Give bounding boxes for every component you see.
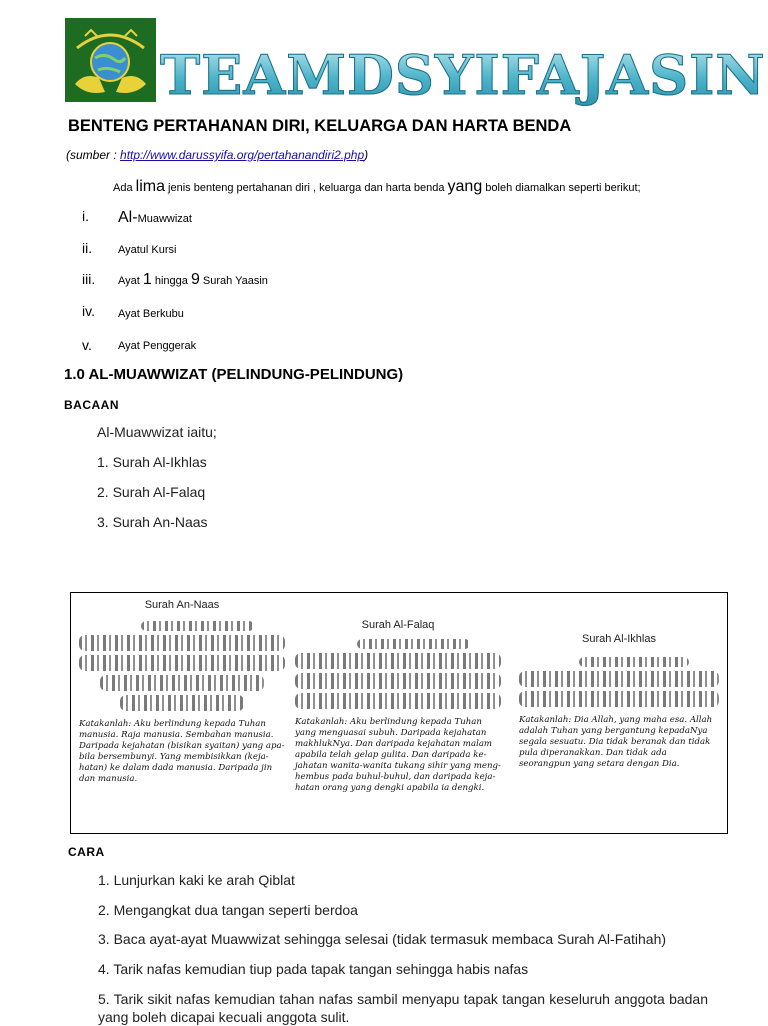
surah-image-box xyxy=(70,592,728,834)
list-item xyxy=(118,271,268,289)
source-prefix: (sumber : xyxy=(66,148,121,162)
intro-text-3: boleh diamalkan seperti berikut; xyxy=(482,182,641,194)
surah-title: Surah Al-Falaq xyxy=(361,619,435,631)
list-item-text: Muawwizat xyxy=(137,213,192,225)
list-number: ii. xyxy=(82,240,93,256)
bacaan-line: 2. Surah Al-Falaq xyxy=(97,484,206,500)
surah-title: Surah An-Naas xyxy=(144,599,220,611)
cara-step: 3. Baca ayat-ayat Muawwizat sehingga selesai (tidak termasuk membaca Surah Al-Fatihah) xyxy=(98,931,667,947)
intro-word-yang: yang xyxy=(447,178,483,195)
list-item-big: 1 xyxy=(142,271,152,288)
document-title: BENTENG PERTAHANAN DIRI, KELUARGA DAN HARTA BENDA xyxy=(68,117,572,135)
surah-translation: Katakanlah: Aku berlindung kepada Tuhan manusia. Raja manusia. Sembahan manusia. Daripada kejahatan (bisikan syaitan) yang apa-bila bersembunyi. Yang membisikkan (keja-hatan) ke dalam dada manusia. Daripada jin dan manusia. xyxy=(79,719,285,784)
list-number: v. xyxy=(82,337,92,353)
list-item-big: Al- xyxy=(118,209,138,226)
source-suffix: ) xyxy=(364,148,369,162)
surah-translation: Katakanlah: Aku berlindung kepada Tuhan yang menguasai subuh. Daripada kejahatan makhlukNya. Dan daripada kejahatan malam apabila telah gelap gulita. Dan daripada ke-jahatan wanita-wanita tukang sihir yang meng-hembus pada buhul-buhul, dan daripada keja-hatan orang yang dengki apabila ia dengki. xyxy=(295,717,501,793)
surah-an-naas xyxy=(79,599,285,785)
intro-text-2: jenis benteng pertahanan diri , keluarga dan harta benda xyxy=(164,182,448,194)
banner-title: TEAMDSYIFAJASIN xyxy=(160,40,766,110)
surah-translation: Katakanlah: Dia Allah, yang maha esa. Allah adalah Tuhan yang bergantung kepadaNya segala sesuatu. Dia tidak beranak dan tidak pula diperanakkan. Dan tidak ada seorangpun yang setara dengan Dia. xyxy=(519,715,713,769)
intro-text-1: Ada xyxy=(113,182,136,194)
bacaan-line: 1. Surah Al-Ikhlas xyxy=(97,454,207,470)
list-item: Ayatul Kursi xyxy=(118,244,177,256)
cara-step: 4. Tarik nafas kemudian tiup pada tapak tangan sehingga habis nafas xyxy=(98,961,529,977)
bacaan-line: Al-Muawwizat iaitu; xyxy=(97,424,217,440)
surah-al-ikhlas xyxy=(519,633,719,770)
cara-step: 5. Tarik sikit nafas kemudian tahan nafas sambil menyapu tapak tangan keseluruh anggota badan yang boleh dicapai kecuali anggota sulit. xyxy=(98,991,708,1025)
list-item-text: Ayat xyxy=(118,275,143,287)
source-link[interactable]: http://www.darussyifa.org/pertahanandiri2.php xyxy=(120,148,365,162)
surah-al-falaq xyxy=(295,619,501,794)
list-number: i. xyxy=(82,208,89,224)
arabic-text-image xyxy=(519,657,719,707)
intro-paragraph xyxy=(113,178,641,196)
section-heading: 1.0 AL-MUAWWIZAT (PELINDUNG-PELINDUNG) xyxy=(64,366,404,383)
list-item: Ayat Berkubu xyxy=(118,308,184,320)
arabic-text-image xyxy=(79,621,285,711)
surah-title: Surah Al-Ikhlas xyxy=(582,633,656,645)
cara-step: 1. Lunjurkan kaki ke arah Qiblat xyxy=(98,872,295,888)
list-item-big: 9 xyxy=(190,271,200,288)
list-item xyxy=(118,209,192,227)
intro-word-lima: lima xyxy=(135,178,165,195)
cara-label: CARA xyxy=(68,845,105,859)
arabic-text-image xyxy=(295,639,501,709)
list-item: Ayat Penggerak xyxy=(118,340,197,352)
list-number: iv. xyxy=(82,303,95,319)
bacaan-label: BACAAN xyxy=(64,398,119,412)
list-item-text: Surah Yaasin xyxy=(199,275,268,287)
source-line xyxy=(66,148,368,162)
cara-step: 2. Mengangkat dua tangan seperti berdoa xyxy=(98,902,358,918)
list-number: iii. xyxy=(82,271,96,287)
bacaan-line: 3. Surah An-Naas xyxy=(97,514,208,530)
logo-emblem-icon xyxy=(65,18,156,102)
list-item-text: hingga xyxy=(151,275,191,287)
